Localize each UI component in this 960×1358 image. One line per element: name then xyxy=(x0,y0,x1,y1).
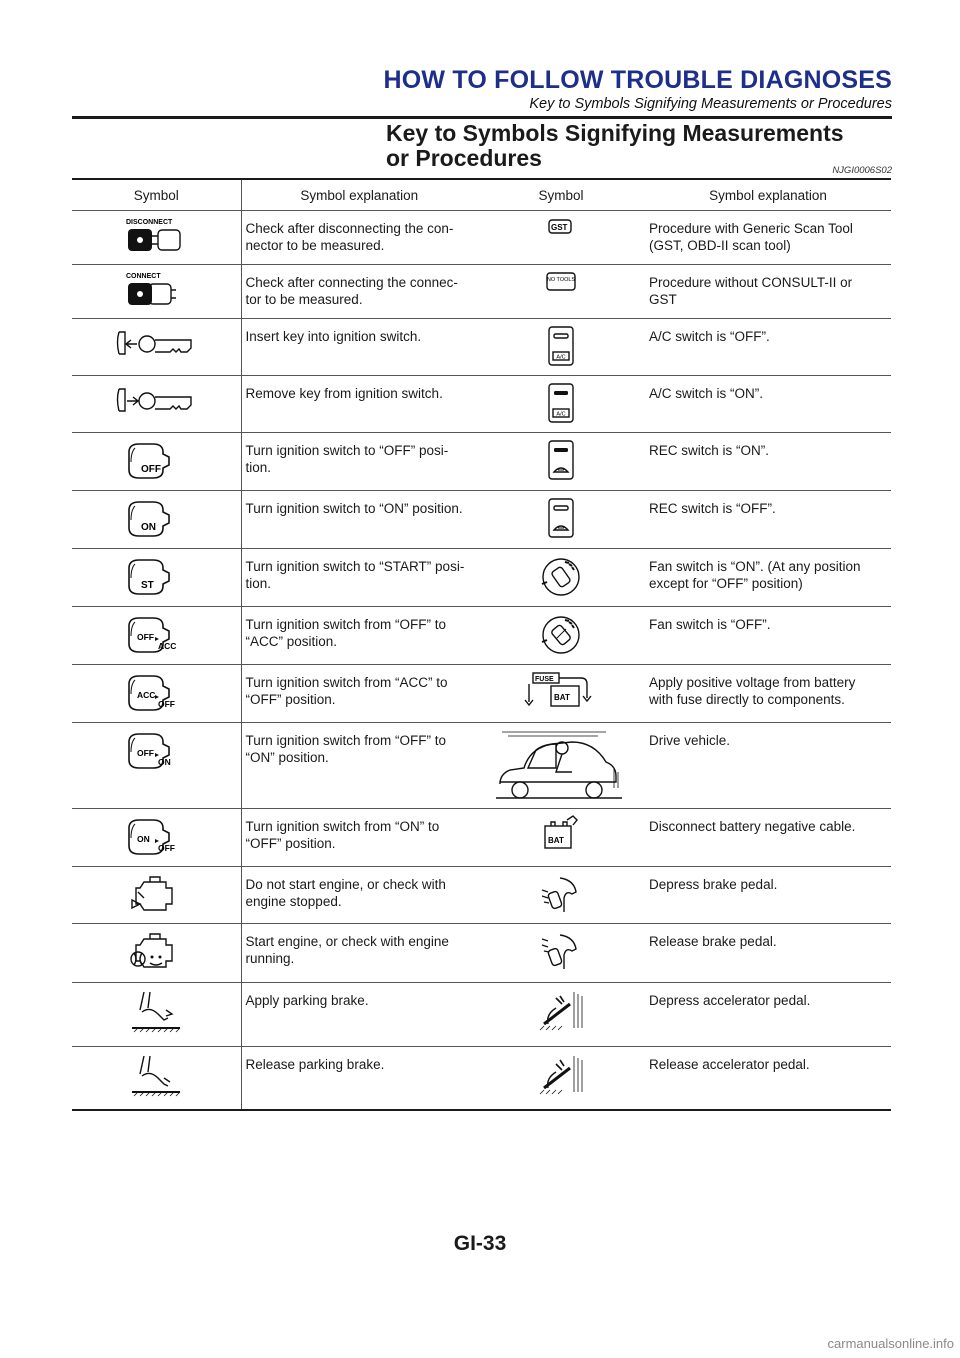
symbol-explanation: A/C switch is “OFF”. xyxy=(649,329,770,344)
table-row xyxy=(72,549,891,607)
symbol-cell xyxy=(72,491,241,549)
svg-text:ON: ON xyxy=(141,522,157,533)
ignition-off-to-on-icon xyxy=(125,748,187,779)
symbol-explanation: Depress accelerator pedal. xyxy=(649,993,811,1008)
no-tools-icon xyxy=(541,277,581,297)
explanation-cell xyxy=(645,1047,891,1110)
symbol-cell xyxy=(477,549,645,607)
connect-connector-icon xyxy=(116,273,196,315)
svg-text:ST: ST xyxy=(141,580,155,591)
symbol-key-table xyxy=(72,178,891,1111)
table-row xyxy=(72,809,891,867)
svg-text:FUSE: FUSE xyxy=(535,676,554,683)
explanation-cell xyxy=(241,265,477,319)
explanation-cell xyxy=(241,211,477,265)
symbol-cell xyxy=(72,265,241,319)
column-header: Symbol explanation xyxy=(645,179,891,211)
symbol-cell xyxy=(72,211,241,265)
explanation-cell xyxy=(645,924,891,983)
depress-brake-icon xyxy=(536,906,586,921)
symbol-explanation: Do not start engine, or check with engine stopped. xyxy=(245,877,446,909)
explanation-cell xyxy=(645,809,891,867)
explanation-cell xyxy=(241,376,477,433)
symbol-explanation: Turn ignition switch to “OFF” posi- tion. xyxy=(245,443,449,475)
explanation-cell xyxy=(241,924,477,983)
explanation-cell xyxy=(241,491,477,549)
svg-text:NO TOOLS: NO TOOLS xyxy=(546,277,576,283)
explanation-cell xyxy=(645,665,891,723)
table-row xyxy=(72,723,891,809)
symbol-cell xyxy=(72,549,241,607)
symbol-explanation: Drive vehicle. xyxy=(649,733,731,748)
battery-disconnect-icon xyxy=(537,836,585,857)
symbol-cell xyxy=(477,665,645,723)
symbol-cell xyxy=(477,433,645,491)
symbol-explanation: Apply positive voltage from battery with fuse directly to components. xyxy=(649,675,856,707)
table-row xyxy=(72,924,891,983)
symbol-cell xyxy=(72,433,241,491)
symbol-cell xyxy=(72,924,241,983)
release-parking-brake-icon xyxy=(126,1086,186,1101)
symbol-explanation: Turn ignition switch from “ON” to “OFF” position. xyxy=(245,819,440,851)
svg-text:ACC: ACC xyxy=(158,641,177,651)
svg-text:OFF: OFF xyxy=(137,632,155,642)
symbol-cell xyxy=(477,924,645,983)
explanation-cell xyxy=(241,665,477,723)
header-rule xyxy=(72,116,892,119)
symbol-cell xyxy=(72,983,241,1047)
svg-text:GST: GST xyxy=(551,223,568,232)
symbol-cell xyxy=(72,319,241,376)
explanation-cell xyxy=(241,867,477,924)
symbol-cell xyxy=(477,319,645,376)
symbol-explanation: Check after disconnecting the con- nector to be measured. xyxy=(245,221,454,253)
symbol-explanation: A/C switch is “ON”. xyxy=(649,386,764,401)
svg-text:ON: ON xyxy=(158,757,171,767)
symbol-explanation: Turn ignition switch from “OFF” to “ON” position. xyxy=(245,733,447,765)
explanation-cell xyxy=(645,607,891,665)
table-row xyxy=(72,491,891,549)
svg-text:A/C: A/C xyxy=(556,411,566,418)
symbol-explanation: Turn ignition switch to “START” posi- tion. xyxy=(245,559,465,591)
explanation-cell xyxy=(645,376,891,433)
symbol-cell xyxy=(477,723,645,809)
explanation-cell xyxy=(645,549,891,607)
symbol-cell xyxy=(477,1047,645,1110)
insert-key-icon xyxy=(113,352,199,367)
table-row xyxy=(72,983,891,1047)
symbol-explanation: Turn ignition switch from “ACC” to “OFF” position. xyxy=(245,675,448,707)
engine-stopped-icon xyxy=(128,906,184,921)
explanation-cell xyxy=(645,723,891,809)
symbol-explanation: Procedure with Generic Scan Tool (GST, OBD-II scan tool) xyxy=(649,221,853,253)
symbol-explanation: REC switch is “ON”. xyxy=(649,443,770,458)
svg-text:BAT: BAT xyxy=(548,836,564,845)
symbol-cell xyxy=(72,1047,241,1110)
remove-key-icon xyxy=(113,409,199,424)
symbol-explanation: Release accelerator pedal. xyxy=(649,1057,810,1072)
svg-text:OFF: OFF xyxy=(158,699,176,709)
ignition-off-icon xyxy=(125,464,187,489)
symbol-explanation: Procedure without CONSULT-II or GST xyxy=(649,275,853,307)
symbol-explanation: REC switch is “OFF”. xyxy=(649,501,776,516)
column-header: Symbol explanation xyxy=(241,179,477,211)
explanation-cell xyxy=(241,319,477,376)
apply-parking-brake-icon xyxy=(126,1022,186,1037)
table-row xyxy=(72,1047,891,1110)
disconnect-connector-icon xyxy=(116,219,196,261)
explanation-cell xyxy=(241,723,477,809)
svg-text:BAT: BAT xyxy=(554,693,570,702)
symbol-explanation: Depress brake pedal. xyxy=(649,877,778,892)
drive-vehicle-icon xyxy=(492,792,630,807)
ignition-acc-to-off-icon xyxy=(125,690,187,721)
symbol-cell xyxy=(72,376,241,433)
rec-switch-on-icon xyxy=(541,472,581,487)
explanation-cell xyxy=(645,319,891,376)
svg-text:OFF: OFF xyxy=(141,464,162,475)
table-row xyxy=(72,211,891,265)
svg-text:OFF: OFF xyxy=(158,843,176,853)
explanation-cell xyxy=(645,491,891,549)
symbol-cell xyxy=(72,607,241,665)
ignition-start-icon xyxy=(125,580,187,605)
table-row xyxy=(72,376,891,433)
table-row xyxy=(72,607,891,665)
explanation-cell xyxy=(645,265,891,319)
rec-switch-off-icon xyxy=(541,530,581,545)
fan-switch-off-icon xyxy=(537,646,585,661)
symbol-explanation: Disconnect battery negative cable. xyxy=(649,819,856,834)
symbol-explanation: Fan switch is “OFF”. xyxy=(649,617,771,632)
svg-text:OFF: OFF xyxy=(137,748,155,758)
symbol-cell xyxy=(477,607,645,665)
gst-icon xyxy=(541,223,581,243)
ignition-off-to-acc-icon xyxy=(125,632,187,663)
ac-switch-off-icon xyxy=(541,354,581,373)
table-row xyxy=(72,319,891,376)
symbol-explanation: Check after connecting the connec- tor to be measured. xyxy=(245,275,458,307)
engine-running-icon xyxy=(128,963,184,978)
ac-switch-on-icon xyxy=(541,411,581,430)
symbol-explanation: Release parking brake. xyxy=(245,1057,385,1072)
symbol-cell xyxy=(72,867,241,924)
symbol-cell xyxy=(72,723,241,809)
explanation-cell xyxy=(645,867,891,924)
explanation-cell xyxy=(241,549,477,607)
table-header-row xyxy=(72,179,891,211)
table-row xyxy=(72,867,891,924)
svg-text:A/C: A/C xyxy=(556,354,566,361)
symbol-explanation: Fan switch is “ON”. (At any position except for “OFF” position) xyxy=(649,559,861,591)
explanation-cell xyxy=(241,983,477,1047)
explanation-cell xyxy=(645,211,891,265)
symbol-cell xyxy=(477,491,645,549)
symbol-explanation: Turn ignition switch from “OFF” to “ACC” position. xyxy=(245,617,447,649)
column-header: Symbol xyxy=(477,179,645,211)
symbol-cell xyxy=(72,809,241,867)
symbol-cell xyxy=(477,809,645,867)
ignition-on-to-off-icon xyxy=(125,834,187,865)
symbol-explanation: Remove key from ignition switch. xyxy=(245,386,443,401)
explanation-cell xyxy=(241,433,477,491)
svg-text:DISCONNECT: DISCONNECT xyxy=(126,219,173,226)
running-header-title: HOW TO FOLLOW TROUBLE DIAGNOSES xyxy=(383,66,892,94)
symbol-cell xyxy=(477,867,645,924)
release-accelerator-icon xyxy=(534,1086,588,1101)
depress-accelerator-icon xyxy=(534,1022,588,1037)
release-brake-icon xyxy=(536,963,586,978)
explanation-cell xyxy=(645,983,891,1047)
explanation-cell xyxy=(645,433,891,491)
symbol-cell xyxy=(477,983,645,1047)
table-row xyxy=(72,433,891,491)
symbol-cell xyxy=(477,265,645,319)
battery-fuse-icon xyxy=(521,676,601,715)
svg-text:ACC: ACC xyxy=(137,690,156,700)
symbol-explanation: Insert key into ignition switch. xyxy=(245,329,422,344)
explanation-cell xyxy=(241,1047,477,1110)
page-code: GI-33 xyxy=(453,1232,507,1255)
table-row xyxy=(72,665,891,723)
table-row xyxy=(72,265,891,319)
explanation-cell xyxy=(241,607,477,665)
column-header: Symbol xyxy=(72,179,241,211)
symbol-cell xyxy=(477,211,645,265)
explanation-cell xyxy=(241,809,477,867)
section-code: NJGI0006S02 xyxy=(832,165,892,176)
symbol-explanation: Turn ignition switch to “ON” position. xyxy=(245,501,463,516)
section-title: Key to Symbols Signifying Measurements or Procedures xyxy=(386,120,844,171)
svg-text:CONNECT: CONNECT xyxy=(126,273,161,280)
symbol-cell xyxy=(72,665,241,723)
watermark: carmanualsonline.info xyxy=(827,1336,954,1351)
symbol-explanation: Apply parking brake. xyxy=(245,993,369,1008)
fan-switch-on-icon xyxy=(537,588,585,603)
symbol-explanation: Start engine, or check with engine running. xyxy=(245,934,449,966)
symbol-cell xyxy=(477,376,645,433)
ignition-on-icon xyxy=(125,522,187,547)
symbol-explanation: Release brake pedal. xyxy=(649,934,777,949)
running-header-subtitle: Key to Symbols Signifying Measurements or Procedures xyxy=(529,96,892,112)
svg-text:ON: ON xyxy=(137,834,150,844)
